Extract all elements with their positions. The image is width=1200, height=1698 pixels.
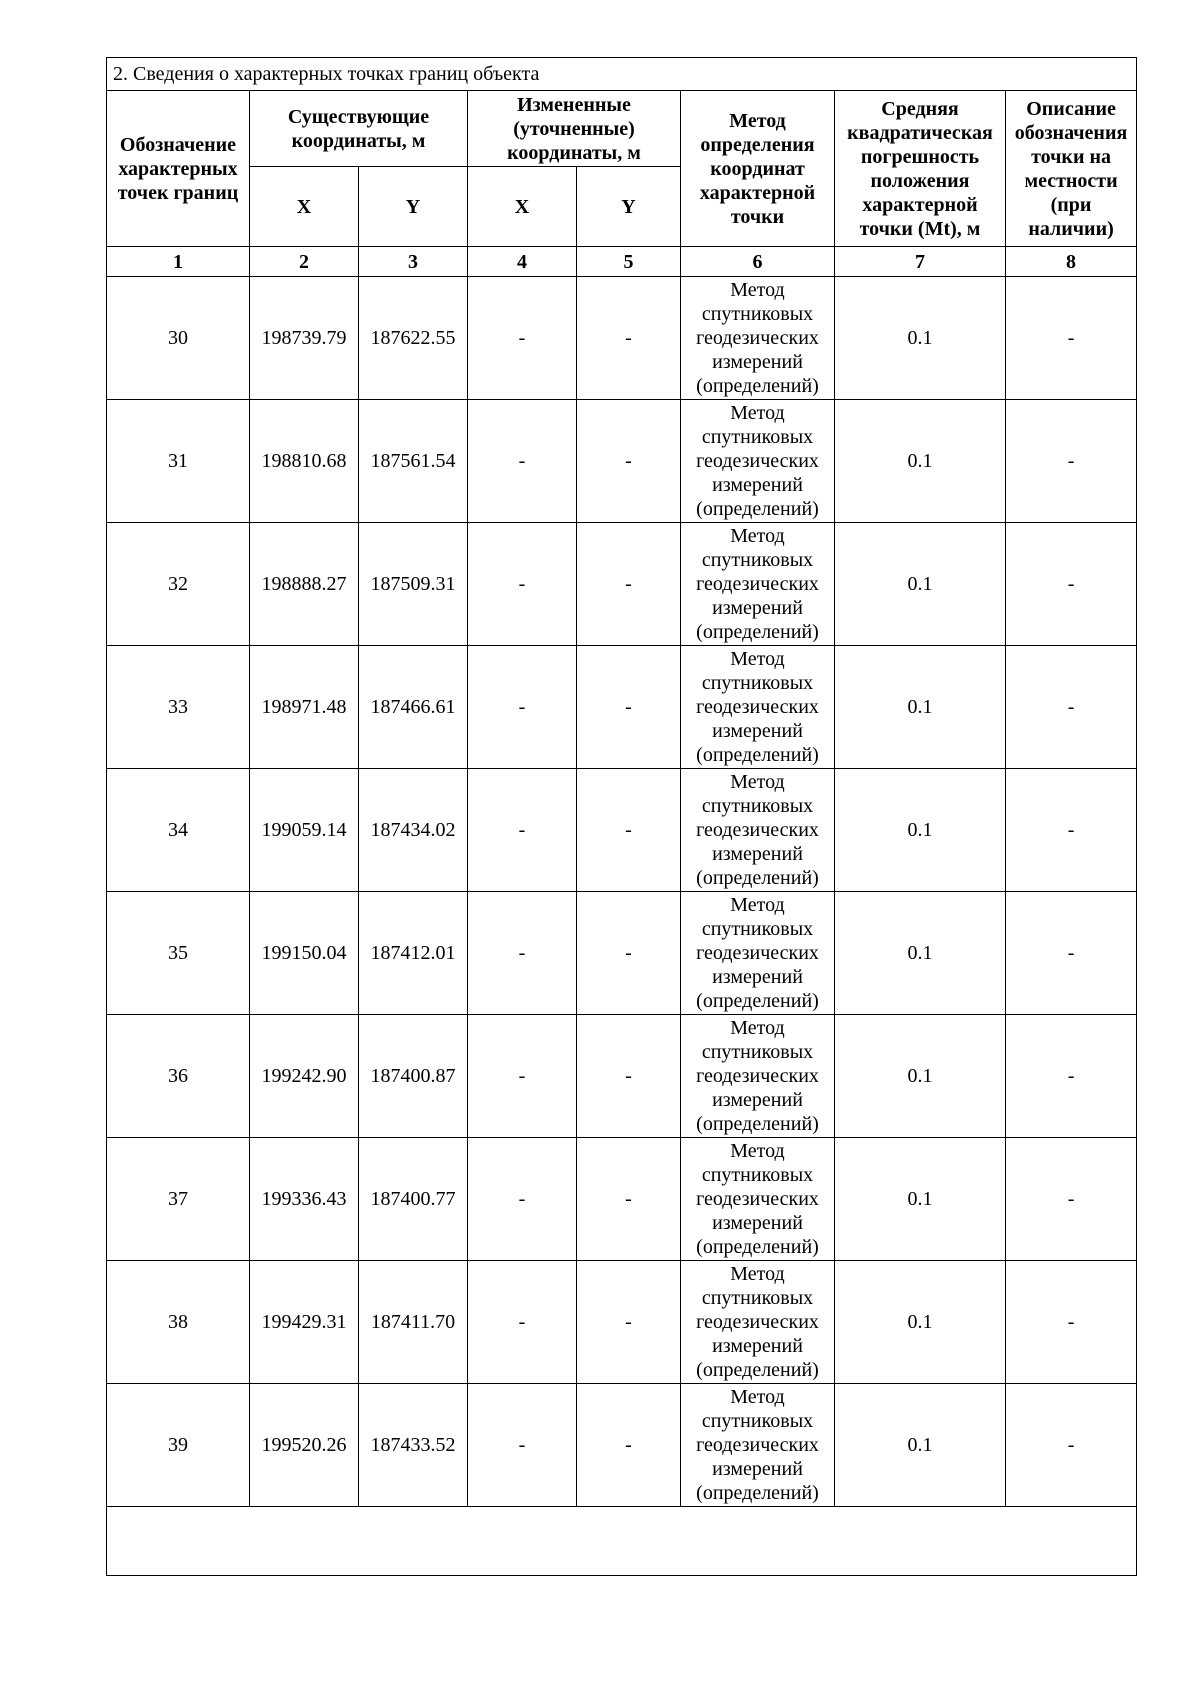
changed-y-cell: - — [577, 1138, 681, 1261]
description-cell: - — [1006, 523, 1137, 646]
table-row — [107, 277, 1137, 400]
method-cell: Метод спутниковых геодезических измерений (определений) — [681, 400, 835, 523]
changed-y-cell: - — [577, 523, 681, 646]
mean-error-cell: 0.1 — [835, 892, 1006, 1015]
existing-x-cell: 198739.79 — [250, 277, 359, 400]
header-mean-error: Средняя квадратическая погрешность положения характерной точки (Mt), м — [835, 91, 1006, 247]
changed-y-cell: - — [577, 400, 681, 523]
existing-x-cell: 199242.90 — [250, 1015, 359, 1138]
existing-x-cell: 199336.43 — [250, 1138, 359, 1261]
point-designation-cell: 33 — [107, 646, 250, 769]
point-designation-cell: 34 — [107, 769, 250, 892]
header-changed-x: X — [468, 167, 577, 247]
column-number: 6 — [681, 247, 835, 277]
changed-x-cell: - — [468, 1261, 577, 1384]
existing-x-cell: 199520.26 — [250, 1384, 359, 1507]
changed-x-cell: - — [468, 1015, 577, 1138]
mean-error-cell: 0.1 — [835, 769, 1006, 892]
changed-y-cell: - — [577, 646, 681, 769]
column-number: 5 — [577, 247, 681, 277]
column-number: 1 — [107, 247, 250, 277]
existing-x-cell: 199429.31 — [250, 1261, 359, 1384]
section-title-row — [107, 58, 1137, 91]
table-row — [107, 1015, 1137, 1138]
header-changed-y: Y — [577, 167, 681, 247]
boundary-points-table — [106, 57, 1137, 1576]
table-row — [107, 523, 1137, 646]
column-number: 2 — [250, 247, 359, 277]
changed-y-cell: - — [577, 892, 681, 1015]
table-row — [107, 400, 1137, 523]
description-cell: - — [1006, 1138, 1137, 1261]
changed-x-cell: - — [468, 1384, 577, 1507]
changed-y-cell: - — [577, 1384, 681, 1507]
table-row — [107, 769, 1137, 892]
method-cell: Метод спутниковых геодезических измерений (определений) — [681, 646, 835, 769]
point-designation-cell: 32 — [107, 523, 250, 646]
table-row — [107, 892, 1137, 1015]
method-cell: Метод спутниковых геодезических измерений (определений) — [681, 523, 835, 646]
column-number: 4 — [468, 247, 577, 277]
method-cell: Метод спутниковых геодезических измерений (определений) — [681, 277, 835, 400]
mean-error-cell: 0.1 — [835, 277, 1006, 400]
existing-x-cell: 198810.68 — [250, 400, 359, 523]
method-cell: Метод спутниковых геодезических измерений (определений) — [681, 1384, 835, 1507]
point-designation-cell: 39 — [107, 1384, 250, 1507]
mean-error-cell: 0.1 — [835, 400, 1006, 523]
point-designation-cell: 31 — [107, 400, 250, 523]
description-cell: - — [1006, 1384, 1137, 1507]
changed-x-cell: - — [468, 892, 577, 1015]
section-title: 2. Сведения о характерных точках границ объекта — [107, 58, 1137, 91]
existing-x-cell: 199150.04 — [250, 892, 359, 1015]
empty-footer-row — [107, 1507, 1137, 1576]
description-cell: - — [1006, 646, 1137, 769]
changed-x-cell: - — [468, 646, 577, 769]
table-row — [107, 1384, 1137, 1507]
changed-x-cell: - — [468, 769, 577, 892]
description-cell: - — [1006, 769, 1137, 892]
existing-y-cell: 187434.02 — [359, 769, 468, 892]
header-existing-x: X — [250, 167, 359, 247]
existing-y-cell: 187561.54 — [359, 400, 468, 523]
existing-x-cell: 198971.48 — [250, 646, 359, 769]
header-changed-coordinates: Измененные (уточненные) координаты, м — [468, 91, 681, 167]
header-row-top — [107, 91, 1137, 167]
method-cell: Метод спутниковых геодезических измерений (определений) — [681, 1261, 835, 1384]
changed-y-cell: - — [577, 277, 681, 400]
changed-x-cell: - — [468, 277, 577, 400]
existing-y-cell: 187622.55 — [359, 277, 468, 400]
table-row — [107, 1261, 1137, 1384]
description-cell: - — [1006, 400, 1137, 523]
point-designation-cell: 36 — [107, 1015, 250, 1138]
changed-x-cell: - — [468, 1138, 577, 1261]
existing-y-cell: 187433.52 — [359, 1384, 468, 1507]
column-number: 3 — [359, 247, 468, 277]
header-point-designation: Обозначение характерных точек границ — [107, 91, 250, 247]
point-designation-cell: 30 — [107, 277, 250, 400]
changed-y-cell: - — [577, 1015, 681, 1138]
existing-y-cell: 187411.70 — [359, 1261, 468, 1384]
header-method: Метод определения координат характерной точки — [681, 91, 835, 247]
existing-y-cell: 187400.87 — [359, 1015, 468, 1138]
method-cell: Метод спутниковых геодезических измерений (определений) — [681, 1015, 835, 1138]
existing-x-cell: 198888.27 — [250, 523, 359, 646]
mean-error-cell: 0.1 — [835, 523, 1006, 646]
method-cell: Метод спутниковых геодезических измерений (определений) — [681, 1138, 835, 1261]
changed-x-cell: - — [468, 400, 577, 523]
empty-footer-cell — [107, 1507, 1137, 1576]
existing-y-cell: 187412.01 — [359, 892, 468, 1015]
point-designation-cell: 38 — [107, 1261, 250, 1384]
description-cell: - — [1006, 1261, 1137, 1384]
column-number: 7 — [835, 247, 1006, 277]
method-cell: Метод спутниковых геодезических измерений (определений) — [681, 769, 835, 892]
mean-error-cell: 0.1 — [835, 1138, 1006, 1261]
mean-error-cell: 0.1 — [835, 1261, 1006, 1384]
mean-error-cell: 0.1 — [835, 646, 1006, 769]
existing-x-cell: 199059.14 — [250, 769, 359, 892]
mean-error-cell: 0.1 — [835, 1015, 1006, 1138]
point-designation-cell: 35 — [107, 892, 250, 1015]
table-body — [107, 277, 1137, 1507]
table-header — [107, 58, 1137, 277]
changed-y-cell: - — [577, 769, 681, 892]
existing-y-cell: 187509.31 — [359, 523, 468, 646]
description-cell: - — [1006, 892, 1137, 1015]
description-cell: - — [1006, 1015, 1137, 1138]
column-number-row — [107, 247, 1137, 277]
header-existing-coordinates: Существующие координаты, м — [250, 91, 468, 167]
header-existing-y: Y — [359, 167, 468, 247]
existing-y-cell: 187466.61 — [359, 646, 468, 769]
method-cell: Метод спутниковых геодезических измерений (определений) — [681, 892, 835, 1015]
existing-y-cell: 187400.77 — [359, 1138, 468, 1261]
column-number: 8 — [1006, 247, 1137, 277]
table-row — [107, 646, 1137, 769]
mean-error-cell: 0.1 — [835, 1384, 1006, 1507]
point-designation-cell: 37 — [107, 1138, 250, 1261]
changed-y-cell: - — [577, 1261, 681, 1384]
changed-x-cell: - — [468, 523, 577, 646]
table-row — [107, 1138, 1137, 1261]
header-description: Описание обозначения точки на местности (при наличии) — [1006, 91, 1137, 247]
description-cell: - — [1006, 277, 1137, 400]
